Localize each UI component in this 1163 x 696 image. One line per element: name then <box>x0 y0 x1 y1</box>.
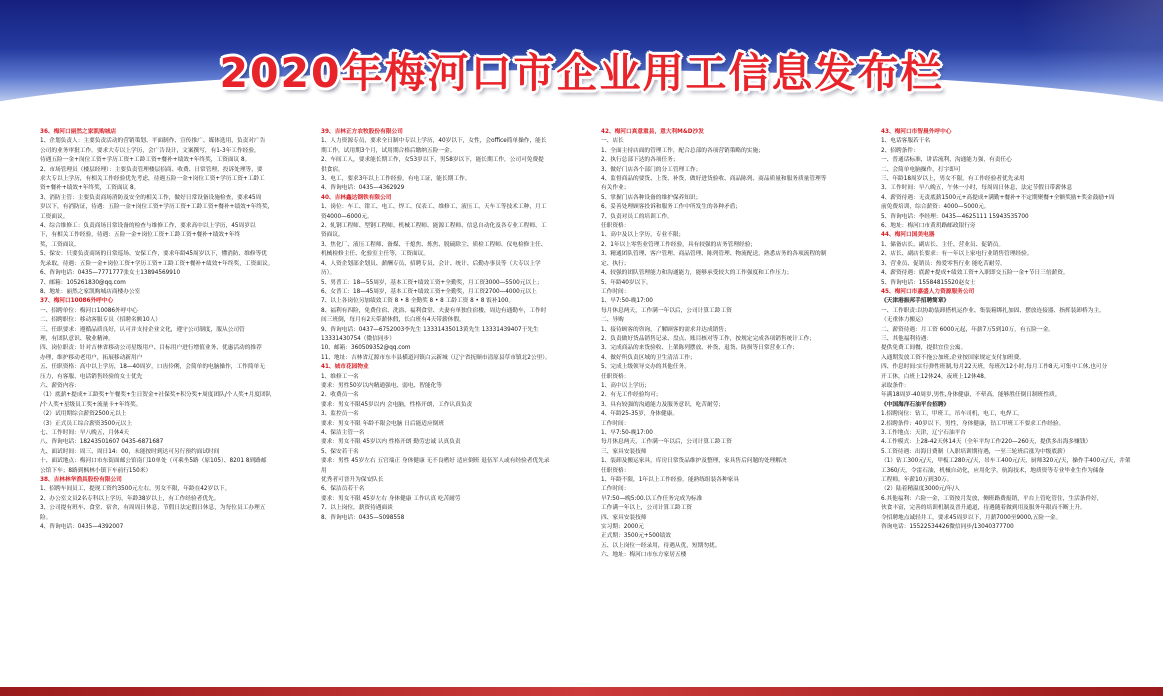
listing-line: （2）陆着精温度3000元/年/人 <box>881 486 960 493</box>
listing-line: 3、营业员、促销员：热爱零售行业 能吃苦耐劳。 <box>881 260 1006 267</box>
listing-line: 险。 <box>40 514 52 521</box>
listing-line: 每月休息两天，工作满一年以后，公司计算工龄工资 <box>601 439 732 446</box>
listing-line: 三、任职要求：遵循品质良好，认可并支持企业文化，遵守公司制度，服从公司管 <box>40 326 245 333</box>
listing-line: 5、咨询电话：15584815520赵女士 <box>881 279 976 286</box>
listing-line: 要求：男女不限 年龄不限会电脑 日后能适应倒班 <box>321 420 445 427</box>
listing-line: 入通期发放工资不拖公加班,企业按国家规定支付加班费。 <box>881 354 1025 361</box>
company-heading: 45、梅河口市嘉盛人力资源服务公司 <box>881 288 975 295</box>
listing-line: 工360/天，令雷石油，机械自动化，应用化学，航海技术，地质资等专业毕业生作为储备 <box>881 467 1105 474</box>
company-heading: 38、吉林林华渔具股份有限公司 <box>40 477 122 484</box>
listing-line: 3、工作时间：早八晚五，午休一小时，每周周日休息，法定节假日带薪休息 <box>881 185 1073 192</box>
company-heading: 36、梅河口丽然之家凯购城店 <box>40 129 117 135</box>
company-heading: 39、吉林正方农牧股份有限公司 <box>321 129 403 135</box>
listing-line: 期工作，试用期3个月，试用期合格后缴纳五险一金。 <box>321 147 456 154</box>
listing-line: 二、导购 <box>601 317 624 324</box>
listing-line: 实习期：2000元 <box>601 524 644 531</box>
listing-line: 1、装卸及搬运家具，库房日常货品维护及整理，家具售后问题的处理解决 <box>601 458 787 465</box>
listing-line: 2、店长、副店长要求：有一年以上家电行业销售管理经验。 <box>881 251 1033 258</box>
poster-title: 2020年梅河口市企业用工信息发布栏 <box>219 49 944 97</box>
listing-line: 公馆下车；8路到枫林小镇下车前行150米） <box>40 467 152 474</box>
listing-line: 2、收费员一名 <box>321 392 359 399</box>
column-2 <box>321 128 589 688</box>
column-1 <box>40 128 308 688</box>
listing-line: 资面议。 <box>321 232 344 239</box>
listing-line: 1、年龄不限，1年以上工作经验，能熟练组装各种家具 <box>601 477 740 484</box>
listing-line: 7、以上各岗位另加绩效工资 8 • 8 全勤奖 8 • 8 工龄工资 8 • 8 饭补100。 <box>321 298 515 305</box>
listing-line: 5、保安若干名 <box>321 448 359 455</box>
listing-line: 提供免费工间餐，提供宜住公寓。 <box>881 345 967 352</box>
column-3 <box>601 128 869 688</box>
listing-line: 工资面议。 <box>40 213 69 220</box>
listing-line: 工作时间： <box>601 420 630 427</box>
listing-line: 四、作息时间:实行弹性班制,每月22天班，每班次12小时,每月工作8天,可集中工休,也可分 <box>881 364 1108 371</box>
listing-line: 5、完成上级领导交办的其他任务。 <box>601 364 690 371</box>
listing-line: 2、市场管理员（楼层经理）：主要负责管理楼层招商、收费、日常管理，投诉处理等，要 <box>40 166 263 173</box>
listing-line: 11、地址：吉林省辽源市东丰县横道河镇白云新城（辽宁省抚顺市清原县草市镇北2公里）。 <box>321 354 551 361</box>
listing-line: 7、邮箱：105261830@qq.com <box>40 279 126 286</box>
listing-line: 资4000—6000元。 <box>321 213 373 220</box>
listing-line: 2、1年以上零售业管理工作经验，具有较强的店务管理经验； <box>601 241 757 248</box>
listing-line: 任职资格： <box>601 467 630 474</box>
listing-line: 1、岗位：车工、钳工、电工、焊工、仪表工、维修工、液压工、天车工等技术工种，月工 <box>321 204 547 211</box>
listing-line: 13331430754（微信同步） <box>321 335 395 342</box>
listing-line: （1）钻工300元/天，甲板工280元/天，吊车工400元/天，厨师320元/天，操作手400元/天，井架 <box>881 458 1131 465</box>
listing-line: 优秀者可晋升为保安队长 <box>321 477 384 484</box>
listing-line: 一、店长 <box>601 138 624 145</box>
listing-line: 有关作业； <box>601 185 630 192</box>
listing-line: 4、薪资待遇：底薪+提成+绩效工资+入职即交五险一金+节日三倍薪资。 <box>881 270 1069 277</box>
listing-line: （1）底薪+提成+工龄奖+午餐奖+生日贺金+社保奖+积分奖+周度团队/个人奖+月度团队 <box>40 392 272 399</box>
listing-line: 4、保洁主管一名 <box>321 430 365 436</box>
listing-line: 七、工作时间：早八晚五，月休4天 <box>40 430 129 436</box>
company-heading: 41、城市花园物业 <box>321 364 369 371</box>
listing-line: 3、消防主管：主要负责商场消防及安全的相关工作，做好日常设备设施检查，要求45周 <box>40 194 262 201</box>
listing-line: 3、做好门店各个部门的分工管理工作； <box>601 166 702 173</box>
listing-line: 岁以下，有消防证，待遇：五险一金+岗位工资+学历工资+工龄工资+餐补+绩效+年终奖， <box>40 204 274 211</box>
listing-line: 奖，工资面议。 <box>40 241 80 248</box>
listing-line: 六、薪资内容： <box>40 382 80 389</box>
listing-line: 6、咨询电话：0435—7771777张女士13894569910 <box>40 270 181 277</box>
listing-line: 5、年龄40岁以下。 <box>601 279 652 286</box>
listing-line: 录取条件： <box>881 382 910 389</box>
listing-line: 一、工作职责:以协助装卸搭机运作业、集装箱绑扎加固、摆放连接器、指挥装卸桥为主。 <box>881 307 1105 314</box>
company-heading: 42、梅河口真意重县，意大利M&D沙发 <box>601 129 704 135</box>
listing-line: 待遇五险一金+岗位工资+学历工资+工龄工资+餐补+绩效+年终奖，工资面议 8。 <box>40 157 251 164</box>
listing-line: 四、岗位职责：针对吉林省移动公司星级用户、目标用户进行增值业务、优惠活动的推荐 <box>40 345 262 352</box>
listing-line: 早7:50—晚5:00.以工作任务完成为标准 <box>601 495 703 502</box>
listing-line: 1、高中及以上学历，专业不限； <box>601 232 685 239</box>
listing-line: 压力，有客服、电话销售经验的女士优先 <box>40 373 143 380</box>
listing-line: 1、高中以上学历； <box>601 382 651 389</box>
listing-line: 间三班倒，每月有2天带薪休假，长白班有4天带薪休假。 <box>321 317 465 324</box>
listing-line: 十、面试地点：梅河口市东街面邮公馆南门10单处（可乘坐5路（原105）、8201 8到路邮 <box>40 458 267 465</box>
listing-line: 3、具有较强的沟通能力及服务意识，吃苦耐劳； <box>601 401 725 408</box>
listing-line: （无重体力搬运） <box>881 317 927 324</box>
listing-line: 机械检修主任、化验室主任等，工资面议。 <box>321 251 430 258</box>
listing-line: 令招聘地点诚轻井工，要求45周岁以下，月薪7000至9000,五险一金。 <box>881 514 1062 521</box>
listing-line: 2.招聘条件：40岁以下，男性，身体健康，钻工甲班工不要求工作经验。 <box>881 420 1065 427</box>
listing-line: 1、早7:50-晚17:00 <box>601 298 653 305</box>
listing-line: 5、保安：只要负责商场的日常巡场、安保工作，要求年龄45周岁以下，懂消防、维修等优 <box>40 251 267 258</box>
listing-line: 8、咨询电话：0435—5098558 <box>321 514 405 521</box>
listing-line: 三、家具安装技师 <box>601 448 647 455</box>
listing-line: 二、薪资待遇：月工资 6000元起，年薪7万5到10万，有五险一金。 <box>881 326 1054 333</box>
listing-line: 正式期：3500元+500绩效 <box>601 533 671 540</box>
listing-line: 5、男普工：18—55周岁，基本工资+绩效工资+全勤奖，月工资3000—5500元以上； <box>321 279 543 286</box>
listing-line: 2、执行总部下达的各项任务； <box>601 157 679 164</box>
company-heading: 40、吉林鑫达钢铁有限公司 <box>321 194 392 201</box>
listing-line: 办理，维护移动老用户，拓展移动新用户 <box>40 354 143 361</box>
listing-line: 一、招聘单位：梅河口10086外呼中心 <box>40 307 138 314</box>
listing-line: 要求：男女不限45岁以内 会电脑，性格开朗，工作认真负责 <box>321 401 473 408</box>
listing-line: 六、地址：梅河口市东方家居五楼 <box>601 552 687 559</box>
listing-line: 工程师，年薪10万到30万。 <box>881 477 953 484</box>
listing-line: 3.工作地点：天津，辽宁石油平台 <box>881 430 967 436</box>
listing-line: 二、招聘职位：移动客服专员（招聘名额10人） <box>40 317 161 324</box>
listing-line: 6、女普工：18—45周岁，基本工资+绩效工资+全勤奖，月工资2700—4000元以上 <box>321 288 537 295</box>
listing-line: 4、咨询电话：0435—4362929 <box>321 185 405 192</box>
listing-line: 要求：男女不限 45岁左右 身体健康 工作认真 吃苦耐劳 <box>321 495 461 502</box>
listing-line: 一、普通话标准，讲话流利，沟通能力强，有责任心 <box>881 157 1012 164</box>
listing-line: 2、有无工作经验均可； <box>601 392 662 399</box>
listing-line: 10、邮箱：360509352@qq.com <box>321 345 411 352</box>
listing-line: 3、焦化厂、液压工程师、备煤、干熄焦、炼焦、脱硫除尘、质检工程师、仪电检修主任、 <box>321 241 547 248</box>
listing-line: 9、咨询电话：0437—6752003李先生 13331435013黄先生 13331439407于先生 <box>321 326 539 333</box>
listing-line: 资+餐补+绩效+年终奖，工资面议 8。 <box>40 185 140 192</box>
listing-line: 九、面试时间：周三、周日14：00，未能按时到达可另行预约面试时间 <box>40 448 220 455</box>
listing-line: 前免费培训，综合薪资：4000—5000元。 <box>881 204 990 211</box>
listing-line: 4、人资企划部企划员、薪酬专员、招聘专员、会计、统计、后勤办事员等（大专以上学 <box>321 260 541 267</box>
listing-line: 3、公司提有班车、食堂、宿舍，有周周日休息，节假日法定假日休息，为每位员工办理五 <box>40 505 266 512</box>
listing-line: 6、地址：梅河口市黄玥路邮政银行旁 <box>881 223 976 230</box>
listing-line: 任职资格： <box>601 223 630 230</box>
listing-line: 每月休息两天，工作满一年以后，公司计算工龄工资 <box>601 307 732 314</box>
company-heading: 44、梅河口国美电器 <box>881 232 935 239</box>
listing-line: 五、以上岗位一经录用，待遇从优，短期勿扰。 <box>601 542 721 549</box>
listing-line: 二、会简单电脑操作，打字即可 <box>881 166 961 173</box>
listing-line: 1、早7:50-晚17:00 <box>601 430 653 436</box>
listing-line: 三、年龄18周岁以上，男女不限，有工作经验者优先录用 <box>881 176 1025 183</box>
listing-line: 2、轧钢工程师、型钢工程师、机械工程师、能源工程师、信息自动化及各专业工程师、工 <box>321 223 547 230</box>
listing-line: 1、人力资源专员，要求全日制中专以上学历，40岁以下，女性，会office简单操作，能长 <box>321 138 547 145</box>
listing-line: 工作时间： <box>601 288 630 295</box>
listing-line: 4、做好所负责区域的卫生清洁工作； <box>601 354 696 361</box>
listing-line: 咨询电话：15522534426微信同步/13040377700 <box>881 524 1014 531</box>
listing-line: 任职资格： <box>601 373 630 380</box>
company-heading: 37、梅河口10086外呼中心 <box>40 298 114 305</box>
column-4 <box>881 128 1149 688</box>
listing-line: 定、执行； <box>601 260 630 267</box>
listing-line: 2、办公室文员2名专科以上学历，年龄38岁以上，有工作经验者优先。 <box>40 495 220 502</box>
listing-line: 1、全面主持店面的管理工作，配合总部的各项营销策略的实施； <box>601 147 764 154</box>
listing-line: 公司的业务审批工作。要求大专以上学历，会广告设计，文案撰写，有1-3年工作经验， <box>40 147 260 154</box>
listing-line: 4、年龄25-35岁，身体健康。 <box>601 411 679 418</box>
listing-line: 三、其他福利待遇： <box>881 335 933 342</box>
listing-line: 1、储备店长、副店长、主任、营业员、促销员。 <box>881 241 1005 248</box>
section-subtitle: 《天津港振邦手招聘简章》 <box>881 298 950 305</box>
listing-line: 下，有相关工作经验，待遇：五险一金+岗位工资+工龄工资+餐补+绩效+年终 <box>40 232 241 239</box>
listing-line: 3、电工，要求3年以上工作经验，有电工证，能长期工作。 <box>321 176 471 183</box>
listing-line: 4、监督商品的要货、上货、补货，做好进货验收、商品陈列、商品质量和服务质量管理等 <box>601 176 827 183</box>
listing-line: 4、咨询电话：0435—4392007 <box>40 524 124 531</box>
listing-line: 6、妥善处理顾客投诉和服务工作中所发生的各种矛盾； <box>601 204 742 211</box>
listing-line: 工作时间： <box>601 486 630 493</box>
listing-line: 用 <box>321 467 327 474</box>
listing-line: 3、监控员一名 <box>321 411 359 418</box>
listing-line: 4、薪资待遇：无责底薪1500元+高提成+满勤+餐补+不定期聚餐+全额奖励+奖金鼓励+周 <box>881 194 1115 201</box>
listing-line: 8、福利有四险，免费住宿、洗浴、福利食堂、夫妻有单独住宿楼，周边有通勤车，工作时 <box>321 307 547 314</box>
company-heading: 43、梅河口市智晨外呼中心 <box>881 129 952 135</box>
listing-line: 7、负责对员工的培训工作。 <box>601 213 673 220</box>
listing-line: 4、较强的团队管理能力和沟通能力，能够承受较大的工作强度和工作压力； <box>601 270 793 277</box>
listing-line: 1、维修工一名 <box>321 373 359 380</box>
job-listing-columns <box>0 128 1163 688</box>
listing-line: 4.工作模式：上28-42天休14天（全年平均工作220—260天，提供多出海多赚钱） <box>881 439 1092 446</box>
listing-line: 6、保洁员若干名 <box>321 486 365 493</box>
listing-line: 伙食丰富，完善的培训机制及晋升通道，待遇随着做到用及服务年限而不断上升。 <box>881 505 1086 512</box>
listing-line: 1、接待顾客的咨询，了解顾客的需求并达成销售； <box>601 326 730 333</box>
listing-line: 3、精通团队管理、客户管理、商品管理、陈列管理、物流配送，熟悉店务的各项流程的制 <box>601 251 827 258</box>
listing-line: 四、家具安装技师 <box>601 514 647 521</box>
listing-line: 4、综合维修工：负责商场日常设备的检查与维修工作，要求高中以上学历，45周岁以 <box>40 223 256 230</box>
listing-line: 2、负责做好货品销售记录、盘点、账目核对等工作，按规定完成各项销售统计工作； <box>601 335 816 342</box>
listing-line: 5、掌握门店各种设备的维护保养知识； <box>601 194 702 201</box>
listing-line: 历）。 <box>321 270 336 277</box>
listing-line: 工作满一年以上，公司计算工龄工资 <box>601 505 692 512</box>
bottom-border <box>0 687 1163 696</box>
listing-line: /个人奖+星级员工奖+流量卡+年终奖。 <box>40 401 142 408</box>
listing-line: 开工休，白班上12休24，夜班上12休48。 <box>881 373 990 380</box>
listing-line: 理，有团队意识、敬业精神。 <box>40 335 114 342</box>
listing-line: 供食宿。 <box>321 166 344 173</box>
listing-line: 求大专以上学历，有相关工作经验优先考虑，待遇五险一金+岗位工资+学历工资+工龄工 <box>40 176 265 183</box>
listing-line: 6.其他福利：六险一金，工资按月发放，侧班路费报销，平台上管吃管住，生活条件好， <box>881 495 1103 502</box>
listing-line: 要求：男女不限 45岁以内 性格开朗 勤劳忠诚 认真负责 <box>321 439 461 446</box>
section-subtitle: 《中国海洋石油平台招聘》 <box>881 401 950 408</box>
listing-line: （3）正式员工综合薪资3500元以上 <box>40 420 133 427</box>
listing-line: 2、车间工人，要求能长期工作，女53岁以下，男58岁以下，能长期工作，公司可免费提 <box>321 157 544 164</box>
listing-line: 1、企划负责人：主要负责活动的营销策划、平面制作、宣传推广、媒体选用，负责对广告 <box>40 138 266 145</box>
listing-line: 1.招聘岗位：钻工，甲班工，吊车司机，电工，电焊工。 <box>881 411 1023 418</box>
listing-line: 5、咨询电话：李经理：0435—4625111 15943535700 <box>881 213 1029 220</box>
listing-line: 2、招聘条件： <box>881 147 919 154</box>
listing-line: （2）试用期综合薪资2500元以上 <box>40 411 127 418</box>
listing-line: 年满18周岁-40周岁,男性,身体健康，不晕高，能够胜任倒日制班性质。 <box>881 392 1061 399</box>
listing-line: 八、咨询电话：18243501607 0435-6871687 <box>40 439 164 446</box>
listing-line: 5.工资待遇：出海日费制（入职培训期待遇，一至三轮班后涨为中级底薪） <box>881 448 1069 455</box>
listing-line: 7、以上岗位，薪资待遇面谈 <box>321 505 393 512</box>
listing-line: 1、电话客服若干名 <box>881 138 931 145</box>
listing-line: 1、招聘车间员工，提现工资约3500元左右，男女不限，年龄在42岁以下。 <box>40 486 231 493</box>
header-banner <box>0 0 1163 128</box>
listing-line: 8、地址：丽然之家凯购城店商楼办公室 <box>40 288 141 295</box>
listing-line: 五、任职资格：高中以上学历，18—40周岁，口齿伶俐，会简单的电脑操作，工作简单无 <box>40 364 265 371</box>
listing-line: 要求：男性50岁以内精通强电、弱电、智能化等 <box>321 382 442 389</box>
listing-line: 要求：男性 45岁左右 五官端正 身体健康 无不良嗜好 适应倒班 退伍军人或有经验者优先录 <box>321 458 550 465</box>
listing-line: 3、完成商品的来货验收、上架陈列摆放、补货、退货、防损等日常营业工作； <box>601 345 798 352</box>
listing-line: 先录取，待遇：五险一金+岗位工资+学历工资+工龄工资+餐补+绩效+年终奖，工资面议。 <box>40 260 274 267</box>
